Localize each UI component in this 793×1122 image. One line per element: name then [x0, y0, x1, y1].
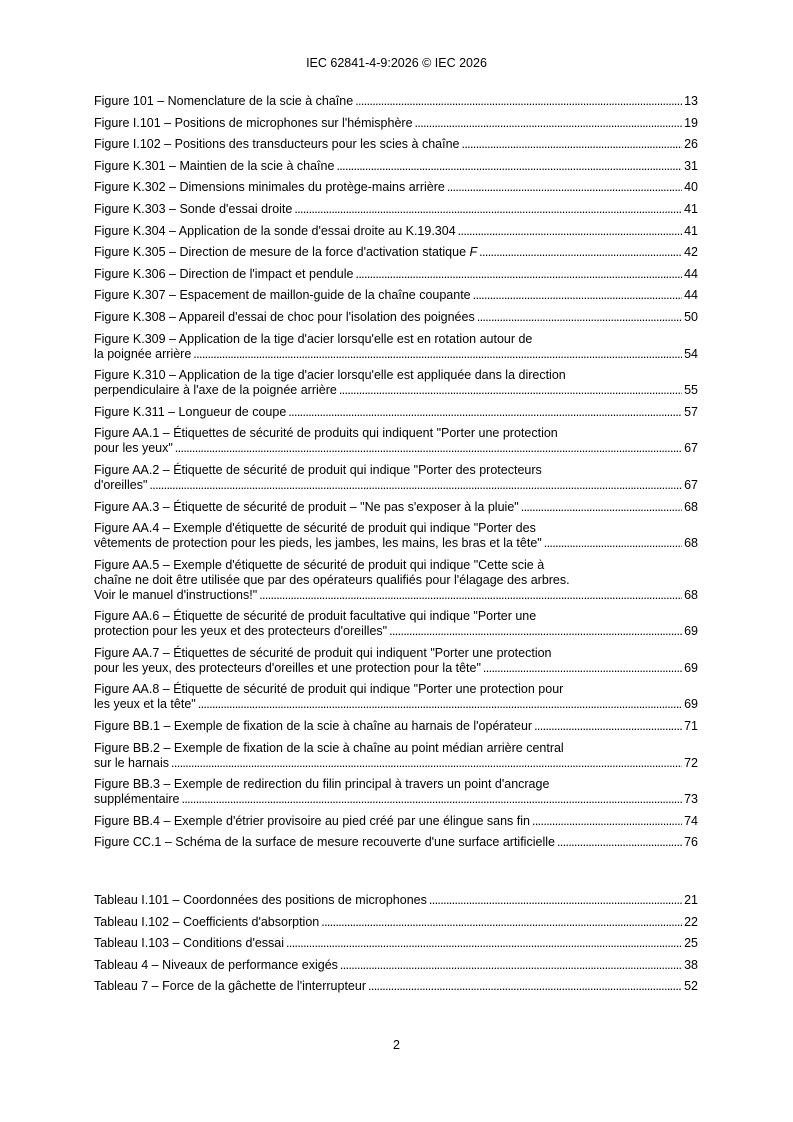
entry-page-number: 69 — [684, 624, 698, 639]
entry-last-line — [94, 588, 698, 603]
dot-leader — [355, 267, 682, 282]
dot-leader — [368, 979, 682, 994]
entry-last-line — [94, 814, 698, 829]
entry-last-line — [94, 159, 698, 174]
entry-last-line — [94, 267, 698, 282]
figure-entry[interactable] — [94, 267, 698, 282]
figure-entry[interactable] — [94, 521, 698, 551]
dot-leader — [473, 288, 682, 303]
figure-entry[interactable] — [94, 137, 698, 152]
entry-page-number: 68 — [684, 536, 698, 551]
entry-last-line — [94, 383, 698, 398]
entry-title-line: Figure I.101 – Positions de microphones sur l'hémisphère — [94, 115, 413, 130]
table-entry[interactable] — [94, 915, 698, 930]
dot-leader — [483, 661, 682, 676]
entry-page-number: 26 — [684, 137, 698, 152]
entry-page-number: 55 — [684, 383, 698, 398]
figure-entry[interactable] — [94, 94, 698, 109]
entry-page-number: 67 — [684, 441, 698, 456]
figure-entry[interactable] — [94, 180, 698, 195]
table-entry[interactable] — [94, 893, 698, 908]
dot-leader — [458, 224, 682, 239]
entry-page-number: 68 — [684, 587, 698, 602]
entry-title-line: Tableau 4 – Niveaux de performance exigés — [94, 957, 338, 972]
entry-title-line: Figure K.309 – Application de la tige d'acier lorsqu'elle est en rotation autour de — [94, 331, 533, 346]
entry-title-line: Figure K.306 – Direction de l'impact et pendule — [94, 266, 354, 281]
dot-leader — [181, 792, 682, 807]
table-entry[interactable] — [94, 936, 698, 951]
entry-title-line: Figure AA.2 – Étiquette de sécurité de produit qui indique "Porter des protecteurs — [94, 462, 542, 477]
entry-last-line — [94, 936, 698, 951]
dot-leader — [321, 915, 682, 930]
figure-entry[interactable] — [94, 646, 698, 676]
entry-title-line: supplémentaire — [94, 792, 180, 807]
dot-leader — [355, 94, 682, 109]
entry-title-line: Figure K.303 – Sonde d'essai droite — [94, 201, 293, 216]
entry-last-line — [94, 288, 698, 303]
figure-entry[interactable] — [94, 245, 698, 260]
entry-title-line: Figure BB.4 – Exemple d'étrier provisoire au pied créé par une élingue sans fin — [94, 813, 530, 828]
entry-page-number: 31 — [684, 158, 698, 173]
entry-last-line — [94, 624, 698, 639]
entry-page-number: 22 — [684, 914, 698, 929]
entry-last-line — [94, 347, 698, 362]
entry-page-number: 73 — [684, 792, 698, 807]
entry-title-line: Figure CC.1 – Schéma de la surface de mesure recouverte d'une surface artificielle — [94, 835, 555, 850]
entry-title-line: Figure K.310 – Application de la tige d'acier lorsqu'elle est appliquée dans la direction — [94, 368, 566, 383]
entry-page-number: 50 — [684, 309, 698, 324]
figure-entry[interactable] — [94, 719, 698, 734]
entry-title-line: perpendiculaire à l'axe de la poignée arrière — [94, 383, 337, 398]
dot-leader — [532, 814, 682, 829]
entry-title-line: Figure 101 – Nomenclature de la scie à chaîne — [94, 94, 354, 108]
entry-title-line: Tableau I.101 – Coordonnées des positions de microphones — [94, 893, 427, 907]
dot-leader — [447, 180, 682, 195]
entry-last-line — [94, 441, 698, 456]
figure-entry[interactable] — [94, 741, 698, 771]
entry-last-line — [94, 958, 698, 973]
entry-title-line: Figure AA.8 – Étiquette de sécurité de produit qui indique "Porter une protection pour — [94, 682, 564, 697]
entry-page-number: 44 — [684, 266, 698, 281]
entry-title-line: pour les yeux" — [94, 441, 173, 456]
entry-title-line: Figure K.302 – Dimensions minimales du protège-mains arrière — [94, 180, 445, 195]
figure-entry[interactable] — [94, 310, 698, 325]
figure-entry[interactable] — [94, 777, 698, 807]
entry-title-line: Tableau 7 – Force de la gâchette de l'interrupteur — [94, 979, 367, 994]
entry-last-line — [94, 835, 698, 850]
dot-leader — [557, 835, 682, 850]
entry-last-line — [94, 792, 698, 807]
dot-leader — [477, 310, 682, 325]
entry-title-line: sur le harnais — [94, 755, 170, 770]
figure-entry[interactable] — [94, 368, 698, 398]
entry-page-number: 57 — [684, 404, 698, 419]
dot-leader — [288, 405, 682, 420]
entry-title-line: pour les yeux, des protecteurs d'oreilles et une protection pour la tête" — [94, 660, 481, 675]
entry-title-line: Tableau I.102 – Coefficients d'absorption — [94, 914, 320, 929]
entry-page-number: 72 — [684, 755, 698, 770]
entry-page-number: 21 — [684, 893, 698, 907]
dot-leader — [294, 202, 682, 217]
entry-last-line — [94, 536, 698, 551]
entry-title-line: Figure I.102 – Positions des transducteurs pour les scies à chaîne — [94, 137, 460, 152]
entry-title-line: protection pour les yeux et des protecteurs d'oreilles" — [94, 624, 388, 639]
table-entry[interactable] — [94, 958, 698, 973]
dot-leader — [534, 719, 682, 734]
figure-entry[interactable] — [94, 835, 698, 850]
entry-page-number: 76 — [684, 835, 698, 850]
figure-entry[interactable] — [94, 500, 698, 515]
entry-page-number: 67 — [684, 477, 698, 492]
figure-entry[interactable] — [94, 224, 698, 239]
entry-last-line — [94, 697, 698, 712]
figure-entry[interactable] — [94, 405, 698, 420]
entry-title-line: Voir le manuel d'instructions!" — [94, 587, 258, 602]
dot-leader — [175, 441, 682, 456]
figure-entry[interactable] — [94, 202, 698, 217]
entry-page-number: 44 — [684, 288, 698, 303]
dot-leader — [193, 347, 682, 362]
entry-page-number: 40 — [684, 180, 698, 195]
entry-page-number: 69 — [684, 697, 698, 712]
entry-page-number: 68 — [684, 499, 698, 514]
entry-title-line: Figure AA.5 – Exemple d'étiquette de sécurité de produit qui indique "Cette scie à — [94, 557, 545, 572]
entry-title-line: Figure K.311 – Longueur de coupe — [94, 404, 287, 419]
dot-leader — [389, 624, 682, 639]
entry-title-line: Figure AA.7 – Étiquettes de sécurité de produit qui indiquent "Porter une protection — [94, 645, 552, 660]
entry-page-number: 54 — [684, 346, 698, 361]
entry-page-number: 69 — [684, 660, 698, 675]
dot-leader — [521, 500, 682, 515]
entry-last-line — [94, 202, 698, 217]
figure-entry[interactable] — [94, 159, 698, 174]
entry-last-line — [94, 478, 698, 493]
entry-page-number: 13 — [684, 94, 698, 108]
dot-leader — [149, 478, 682, 493]
entry-page-number: 38 — [684, 957, 698, 972]
list-of-figures — [94, 94, 698, 857]
page-header: IEC 62841-4-9:2026 © IEC 2026 — [306, 56, 487, 70]
entry-page-number: 42 — [684, 245, 698, 260]
entry-title-line: Figure BB.1 – Exemple de fixation de la scie à chaîne au harnais de l'opérateur — [94, 719, 533, 734]
dot-leader — [259, 588, 682, 603]
page-number: 2 — [393, 1038, 400, 1052]
entry-last-line — [94, 661, 698, 676]
entry-title-line: Figure AA.3 – Étiquette de sécurité de produit – "Ne pas s'exposer à la pluie" — [94, 499, 519, 514]
list-of-tables — [94, 893, 698, 1001]
dot-leader — [336, 159, 682, 174]
entry-title-line: la poignée arrière — [94, 346, 192, 361]
entry-page-number: 71 — [684, 719, 698, 734]
entry-title-line: Figure AA.1 – Étiquettes de sécurité de produits qui indiquent "Porter une protection — [94, 426, 558, 441]
dot-leader — [415, 116, 683, 131]
figure-entry[interactable] — [94, 814, 698, 829]
entry-page-number: 19 — [684, 115, 698, 130]
entry-title-line: Figure K.305 – Direction de mesure de la force d'activation statique F — [94, 245, 478, 260]
entry-last-line — [94, 245, 698, 260]
entry-title-line: Figure BB.2 – Exemple de fixation de la scie à chaîne au point médian arrière central — [94, 740, 564, 755]
entry-last-line — [94, 915, 698, 930]
entry-title-line: chaîne ne doit être utilisée que par des opérateurs qualifiés pour l'élagage des arbres. — [94, 572, 570, 587]
dot-leader — [171, 756, 682, 771]
figure-entry[interactable] — [94, 609, 698, 639]
entry-title-line: Figure K.301 – Maintien de la scie à chaîne — [94, 158, 335, 173]
figure-entry[interactable] — [94, 426, 698, 456]
entry-page-number: 52 — [684, 979, 698, 994]
entry-last-line — [94, 756, 698, 771]
entry-page-number: 41 — [684, 223, 698, 238]
entry-title-line: Figure K.304 – Application de la sonde d'essai droite au K.19.304 — [94, 223, 456, 238]
figure-entry[interactable] — [94, 558, 698, 603]
figure-entry[interactable] — [94, 463, 698, 493]
dot-leader — [286, 936, 682, 951]
entry-title-line: les yeux et la tête" — [94, 697, 196, 712]
dot-leader — [198, 697, 682, 712]
entry-last-line — [94, 180, 698, 195]
entry-last-line — [94, 310, 698, 325]
entry-last-line — [94, 224, 698, 239]
entry-last-line — [94, 116, 698, 131]
entry-last-line — [94, 500, 698, 515]
entry-title-line: Figure AA.4 – Exemple d'étiquette de sécurité de produit qui indique "Porter des — [94, 521, 536, 536]
entry-last-line — [94, 94, 698, 109]
dot-leader — [429, 893, 682, 908]
entry-title-line: Tableau I.103 – Conditions d'essai — [94, 936, 285, 951]
entry-last-line — [94, 137, 698, 152]
entry-title-line: Figure K.308 – Appareil d'essai de choc pour l'isolation des poignées — [94, 309, 475, 324]
entry-title-line: Figure K.307 – Espacement de maillon-guide de la chaîne coupante — [94, 288, 471, 303]
entry-last-line — [94, 719, 698, 734]
figure-entry[interactable] — [94, 288, 698, 303]
entry-page-number: 25 — [684, 936, 698, 951]
entry-last-line — [94, 979, 698, 994]
dot-leader — [479, 245, 682, 260]
dot-leader — [339, 383, 682, 398]
figure-entry[interactable] — [94, 682, 698, 712]
figure-entry[interactable] — [94, 116, 698, 131]
entry-page-number: 41 — [684, 201, 698, 216]
entry-title-line: vêtements de protection pour les pieds, les jambes, les mains, les bras et la tête" — [94, 536, 542, 551]
entry-page-number: 74 — [684, 813, 698, 828]
entry-title-line: Figure BB.3 – Exemple de redirection du filin principal à travers un point d'ancrage — [94, 777, 550, 792]
entry-title-line: d'oreilles" — [94, 477, 148, 492]
dot-leader — [544, 536, 682, 551]
entry-title-line: Figure AA.6 – Étiquette de sécurité de produit facultative qui indique "Porter une — [94, 609, 537, 624]
entry-last-line — [94, 893, 698, 908]
dot-leader — [461, 137, 682, 152]
dot-leader — [340, 958, 682, 973]
table-entry[interactable] — [94, 979, 698, 994]
entry-last-line — [94, 405, 698, 420]
figure-entry[interactable] — [94, 332, 698, 362]
